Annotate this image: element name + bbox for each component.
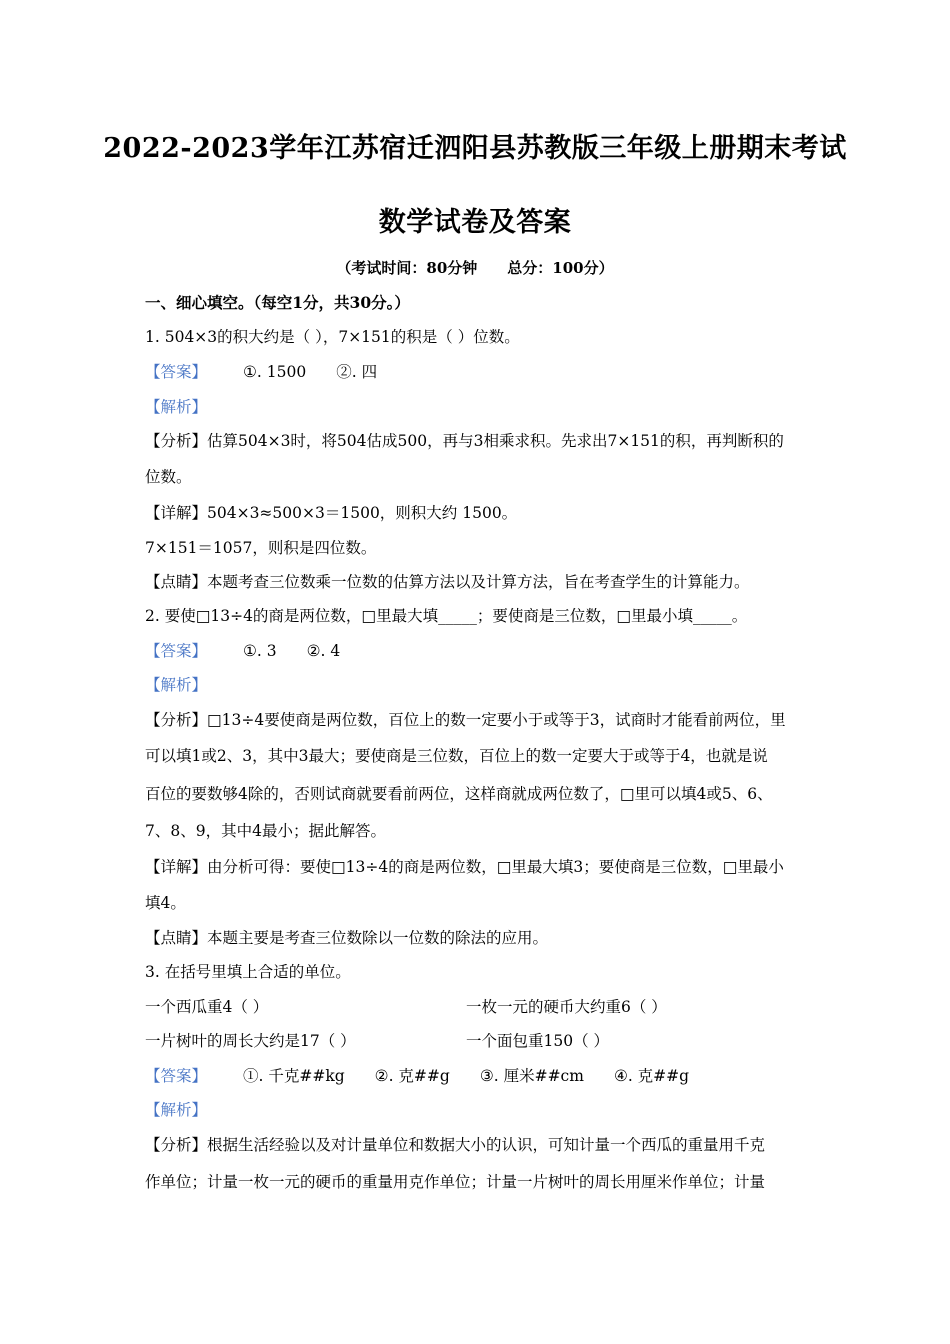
question-2: 2. 要使□13÷4的商是两位数，□里最大填_____；要使商是三位数，□里最小填_____。 [145, 607, 748, 625]
q1-answer-1: ①. 1500 [243, 363, 307, 381]
q2-fenxi-2: 可以填1或2、3，其中3最大；要使商是三位数，百位上的数一定要大于或等于4，也就是说 [145, 747, 768, 765]
q1-xiangjie-2: 7×151＝1057，则积是四位数。 [145, 539, 377, 557]
q3-answer-1: ①. 千克##kg [243, 1067, 345, 1085]
q2-fenxi-3: 百位的要数够4除的，否则试商就要看前两位，这样商就成两位数了，□里可以填4或5、6、 [145, 785, 773, 803]
q2-answer-2: ②. 4 [306, 642, 341, 660]
q3-answer-row [145, 1065, 689, 1087]
q2-xiangjie-2: 填4。 [145, 894, 186, 912]
analysis-tag: 【解析】 [145, 398, 208, 416]
exam-info: （考试时间：80分钟 总分：100分） [336, 259, 614, 277]
q3-item-c: 一片树叶的周长大约是17（ ） [145, 1032, 356, 1050]
q3-answer-4: ④. 克##g [613, 1067, 690, 1085]
q2-answer-row [145, 640, 340, 662]
q3-answer-2: ②. 克##g [374, 1067, 450, 1085]
q2-fenxi-4: 7、8、9，其中4最小；据此解答。 [145, 822, 386, 840]
q1-answer-row [145, 361, 377, 383]
section-heading: 一、细心填空。（每空1分，共30分。） [145, 293, 410, 312]
q3-item-b: 一枚一元的硬币大约重6（ ） [466, 998, 667, 1016]
q3-fenxi-1: 【分析】根据生活经验以及对计量单位和数据大小的认识，可知计量一个西瓜的重量用千克 [145, 1136, 766, 1154]
answer-tag: 【答案】 [145, 642, 208, 660]
answer-tag: 【答案】 [145, 363, 208, 381]
q2-fenxi-1: 【分析】□13÷4要使商是两位数，百位上的数一定要小于或等于3，试商时才能看前两位，里 [145, 711, 786, 729]
analysis-tag: 【解析】 [145, 1101, 208, 1119]
q1-answer-2: ②. 四 [336, 363, 378, 381]
question-3: 3. 在括号里填上合适的单位。 [145, 963, 351, 981]
title-line-1: 2022-2023学年江苏宿迁泗阳县苏教版三年级上册期末考试 [103, 133, 847, 164]
answer-tag: 【答案】 [145, 1067, 208, 1085]
question-1: 1. 504×3的积大约是（ ），7×151的积是（ ）位数。 [145, 328, 520, 346]
analysis-tag: 【解析】 [145, 676, 208, 694]
q2-xiangjie-1: 【详解】由分析可得：要使□13÷4的商是两位数，□里最大填3；要使商是三位数，□里最小 [145, 858, 784, 876]
q3-answer-3: ③. 厘米##cm [479, 1067, 584, 1085]
q1-fenxi-1: 【分析】估算504×3时，将504估成500，再与3相乘求积。先求出7×151的积，再判断积的 [145, 432, 784, 450]
q3-item-a: 一个西瓜重4（ ） [145, 998, 269, 1016]
q1-fenxi-2: 位数。 [145, 468, 192, 486]
q2-dianjing: 【点睛】本题主要是考查三位数除以一位数的除法的应用。 [145, 929, 549, 947]
q1-dianjing: 【点睛】本题考查三位数乘一位数的估算方法以及计算方法，旨在考查学生的计算能力。 [145, 573, 750, 591]
q3-item-d: 一个面包重150（ ） [466, 1032, 610, 1050]
q2-answer-1: ①. 3 [243, 642, 277, 660]
q1-xiangjie-1: 【详解】504×3≈500×3＝1500，则积大约 1500。 [145, 504, 518, 522]
title-line-2: 数学试卷及答案 [378, 207, 572, 238]
q3-fenxi-2: 作单位；计量一枚一元的硬币的重量用克作单位；计量一片树叶的周长用厘米作单位；计量 [145, 1173, 766, 1191]
